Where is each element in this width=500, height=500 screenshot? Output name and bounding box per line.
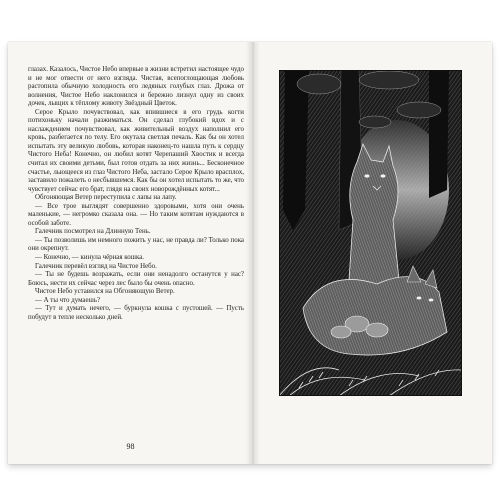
book-spread bbox=[8, 42, 492, 464]
paragraph: — А ты что думаешь? bbox=[35, 296, 101, 304]
right-page bbox=[253, 42, 492, 464]
left-page bbox=[8, 42, 253, 464]
paragraph: — Ты не будешь возражать, если они ненадолго останутся у нас? Боюсь, нести их сейчас через лес было бы очень опасно. bbox=[28, 271, 244, 287]
tree-trunk-right bbox=[429, 70, 449, 198]
body-text bbox=[28, 66, 244, 322]
cat-eye-left bbox=[364, 174, 369, 177]
paragraph: Галечник перевёл взгляд на Чистое Небо. bbox=[35, 262, 157, 270]
paragraph: Чистое Небо уставился на Обгоняющую Ветер. bbox=[35, 288, 175, 296]
paragraph: Серое Крыло почувствовал, как впившиеся в его грудь когти потихоньку начали разжиматься. Он сделал глубокий вдох и с наслаждением почувствовал, как живительный воздух наполнил его кровь, разбегается по телу. Его окутала светлая печаль. Как бы он хотел испытать эту великую любовь, которая наконец-то нашла путь к сердцу Чистого Неба! Конечно, он любил котят Черепаший Хвостик и всегда считал их своими детьми, был готов отдать за них жизнь... Бесконечное счастье, льющееся из глаз Чистого Неба, застало Серое Крыло врасплох, заставило пожалеть о несбывшемся. Как бы он хотел испытать то же, что чувствует сейчас его брат, глядя на своих новорождённых котят... bbox=[28, 108, 244, 193]
paragraph: Обгоняющая Ветер переступила с лапы на лапу. bbox=[35, 194, 177, 202]
paragraph: — Тут и думать нечего, — буркнула кошка с пустошей. — Пусть побудут в тепле несколько дней. bbox=[28, 305, 244, 321]
illustration-cats-in-forest bbox=[279, 70, 462, 396]
paragraph: глазах. Казалось, Чистое Небо впервые в жизни встретил настоящее чудо и не мог отвести от него взгляда. Чистая, всепоглощающая любовь растопила обычную холодность его ледяных голубых глаз. Дрожа от волнения, Чистое Небо наклонился и бережно лизнул одну из своих дочек, лыщих к тёплому животу Звёздный Цветок. bbox=[28, 66, 244, 108]
tree-trunk-left bbox=[283, 70, 309, 230]
paragraph: — Ты позволишь им немного пожить у нас, не правда ли? Только пока они окрепнут. bbox=[28, 236, 244, 253]
paragraph: Галечник посмотрел на Длинную Тень. bbox=[35, 228, 151, 236]
cat-eye-right bbox=[380, 174, 385, 177]
page-number: 98 bbox=[126, 442, 135, 451]
paragraph: — Все трое выглядят совершенно здоровыми, хотя они очень маленькие, — негромко сказала она. — Но таким котятам нуждаются в особой заботе. bbox=[28, 202, 244, 227]
paragraph: — Конечно, — кинула чёрная кошка. bbox=[35, 254, 145, 262]
standing-cat bbox=[349, 144, 399, 288]
